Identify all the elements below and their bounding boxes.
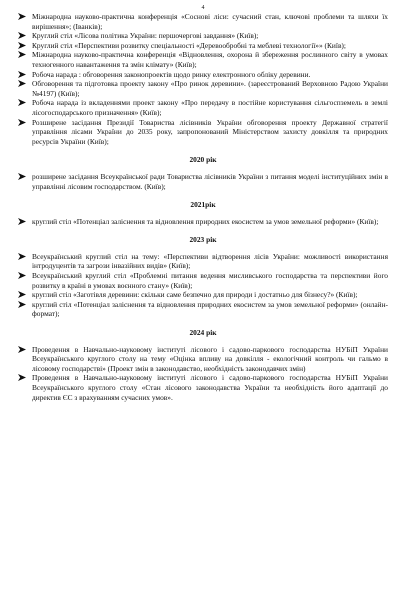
arrow-bullet-icon	[18, 217, 32, 225]
list-item	[18, 41, 388, 51]
arrow-bullet-icon	[18, 373, 32, 381]
list-item	[18, 79, 388, 98]
list-item-text: Розширене засідання Президії Товариства лісівників України обговорення проекту Державної стратегії управління лісами України до 2035 року, запропонований Міністерством захисту довкілля та природних ресурсів України (Київ);	[32, 117, 388, 146]
list-item-text: Міжнародна науково-практична конференція «Відновлення, охорона й збереження рослинного світу в умовах техногенного навантаження та змін клімату» (Київ);	[32, 50, 388, 69]
list-item	[18, 217, 388, 227]
list-item	[18, 118, 388, 147]
arrow-bullet-icon	[18, 98, 32, 106]
year-heading: 2021рік	[190, 200, 216, 210]
list-item	[18, 373, 388, 402]
list-item-text: круглий стіл «Заготівля деревини: скільки саме безпечно для природи і достатньо для бізнесу?» (Київ);	[32, 290, 358, 300]
list-item-text: Проведення в Навчально-науковому інституті лісового і садово-паркового господарства НУБіП України Всеукраїнського круглого столу на тему «Оцінка впливу на довкілля - екологічний контроль чи гальмо в лісовому господарстві» (Проект змін в законодавство, необхідність законодавчих змін)	[32, 344, 388, 373]
arrow-bullet-icon	[18, 118, 32, 126]
list-item-text: круглий стіл «Потенціал заліснення та відновлення природних екосистем за умов земельної реформи» (онлайн-формат);	[32, 299, 388, 319]
list-item	[18, 345, 388, 374]
document-body	[18, 12, 388, 402]
list-item-text: Робоча нарада із вкладеннями проект закону «Про передачу в постійне користування сільгоспземель в землі лісогосподарського призначення» (Київ);	[32, 98, 388, 117]
arrow-bullet-icon	[18, 79, 32, 87]
list-item	[18, 31, 388, 41]
list-item	[18, 252, 388, 271]
arrow-bullet-icon	[18, 41, 32, 49]
year-heading: 2020 рік	[189, 155, 217, 165]
list-item	[18, 12, 388, 31]
arrow-bullet-icon	[18, 252, 32, 260]
year-heading: 2024 рік	[189, 328, 217, 338]
list-item-text: Всеукраїнський круглий стіл «Проблемні питання ведення мисливського господарства та перспективи його розвитку в країні в умовах воєнного стану» (Київ);	[32, 271, 388, 290]
list-item-text: Круглий стіл «Лісова політика України: першочергові завдання» (Київ);	[32, 31, 259, 41]
arrow-bullet-icon	[18, 172, 32, 180]
list-item-text: Обговорення та підготовка проекту закону «Про ринок деревини». (зареєстрований Верховною Радою України №4197) (Київ);	[32, 79, 388, 98]
list-item-text: розширене засідання Всеукраїнської ради Товариства лісівників України з питання моделі інституційних змін в управлінні лісовим господарством. (Київ);	[32, 171, 388, 191]
list-item-text: Міжнародна науково-практична конференція «Соснові ліси: сучасний стан, ключові проблеми та шляхи їх вирішення»; (Іванків);	[32, 12, 388, 31]
arrow-bullet-icon	[18, 345, 32, 353]
list-item-text: Всеукраїнський круглий стіл на тему: «Перспективи відтворення лісів України: можливості використання інтродуцентів та загрози інвазійних видів» (Київ);	[32, 251, 388, 271]
arrow-bullet-icon	[18, 70, 32, 78]
list-item-text: Робоча нарада : обговорення законопроектів щодо ринку електронного обліку деревини.	[32, 69, 311, 79]
arrow-bullet-icon	[18, 12, 32, 20]
list-item-text: круглий стіл «Потенціал заліснення та відновлення природних екосистем за умов земельної реформи» (Київ);	[32, 216, 379, 226]
list-item	[18, 70, 388, 80]
arrow-bullet-icon	[18, 290, 32, 298]
list-item	[18, 271, 388, 290]
list-item	[18, 172, 388, 191]
list-item	[18, 300, 388, 319]
arrow-bullet-icon	[18, 50, 32, 58]
page-number: 4	[201, 5, 205, 11]
list-item-text: Проведення в Навчально-науковому інституті лісового і садово-паркового господарства НУБіП України Всеукраїнського круглого столу «Стан лісового законодавства України та необхідність його адаптації до директив ЄС з врахуванням сучасних умов».	[32, 373, 388, 402]
list-item	[18, 290, 388, 300]
arrow-bullet-icon	[18, 300, 32, 308]
list-item	[18, 98, 388, 117]
list-item	[18, 50, 388, 69]
arrow-bullet-icon	[18, 31, 32, 39]
arrow-bullet-icon	[18, 271, 32, 279]
list-item-text: Круглий стіл «Перспективи розвитку спеціальності «Деревообробні та меблеві технології»» (Київ);	[32, 40, 346, 50]
year-heading: 2023 рік	[189, 235, 217, 245]
